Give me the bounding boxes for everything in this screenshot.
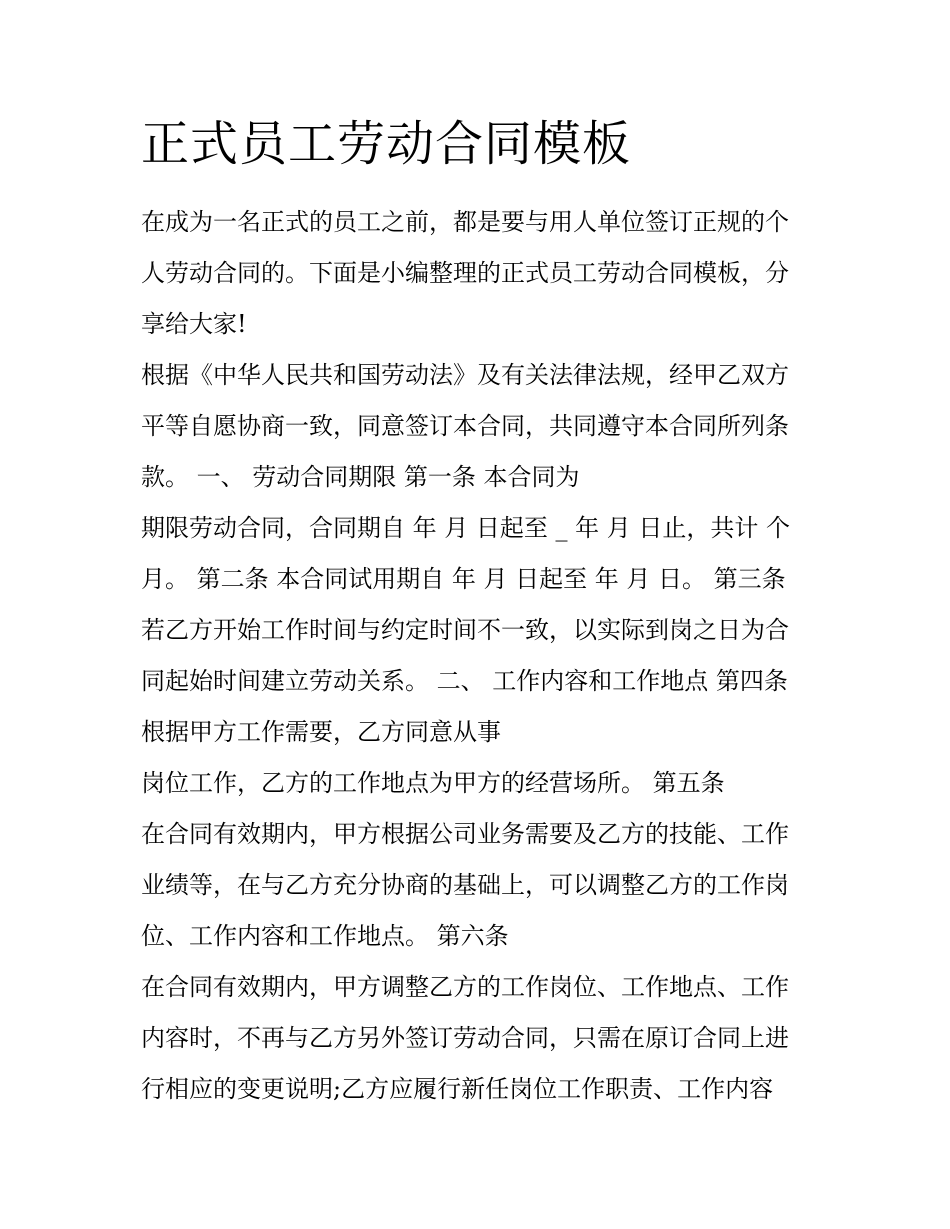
body-line: 位、工作内容和工作地点。 第六条 [141,922,509,950]
body-line: 月。 第二条 本合同试用期自 年 月 日起至 年 月 日。 第三条 [141,565,786,593]
document-title: 正式员工劳动合同模板 [141,116,632,172]
body-line: 若乙方开始工作时间与约定时间不一致，以实际到岗之日为合 [141,616,789,644]
body-line: 享给大家! [141,310,247,338]
body-line: 业绩等，在与乙方充分协商的基础上，可以调整乙方的工作岗 [141,871,789,899]
body-line: 根据甲方工作需要，乙方同意从事 [141,718,501,746]
body-line: 期限劳动合同，合同期自 年 月 日起至 _ 年 月 日止，共计 个 [141,514,791,542]
body-line: 行相应的变更说明;乙方应履行新任岗位工作职责、工作内容 [141,1075,774,1103]
body-line: 在成为一名正式的员工之前，都是要与用人单位签订正规的个 [141,208,789,236]
body-line: 根据《中华人民共和国劳动法》及有关法律法规，经甲乙双方 [141,361,789,389]
body-line: 在合同有效期内，甲方调整乙方的工作岗位、工作地点、工作 [141,973,789,1001]
document-body [141,197,821,1115]
body-line: 平等自愿协商一致，同意签订本合同，共同遵守本合同所列条 [141,412,789,440]
body-line: 岗位工作，乙方的工作地点为甲方的经营场所。 第五条 [141,769,725,797]
body-line: 在合同有效期内，甲方根据公司业务需要及乙方的技能、工作 [141,820,789,848]
body-line: 款。 一、 劳动合同期限 第一条 本合同为 [141,463,580,491]
body-line: 同起始时间建立劳动关系。 二、 工作内容和工作地点 第四条 [141,667,788,695]
body-line: 内容时，不再与乙方另外签订劳动合同，只需在原订合同上进 [141,1024,789,1052]
body-line: 人劳动合同的。下面是小编整理的正式员工劳动合同模板，分 [141,259,789,287]
